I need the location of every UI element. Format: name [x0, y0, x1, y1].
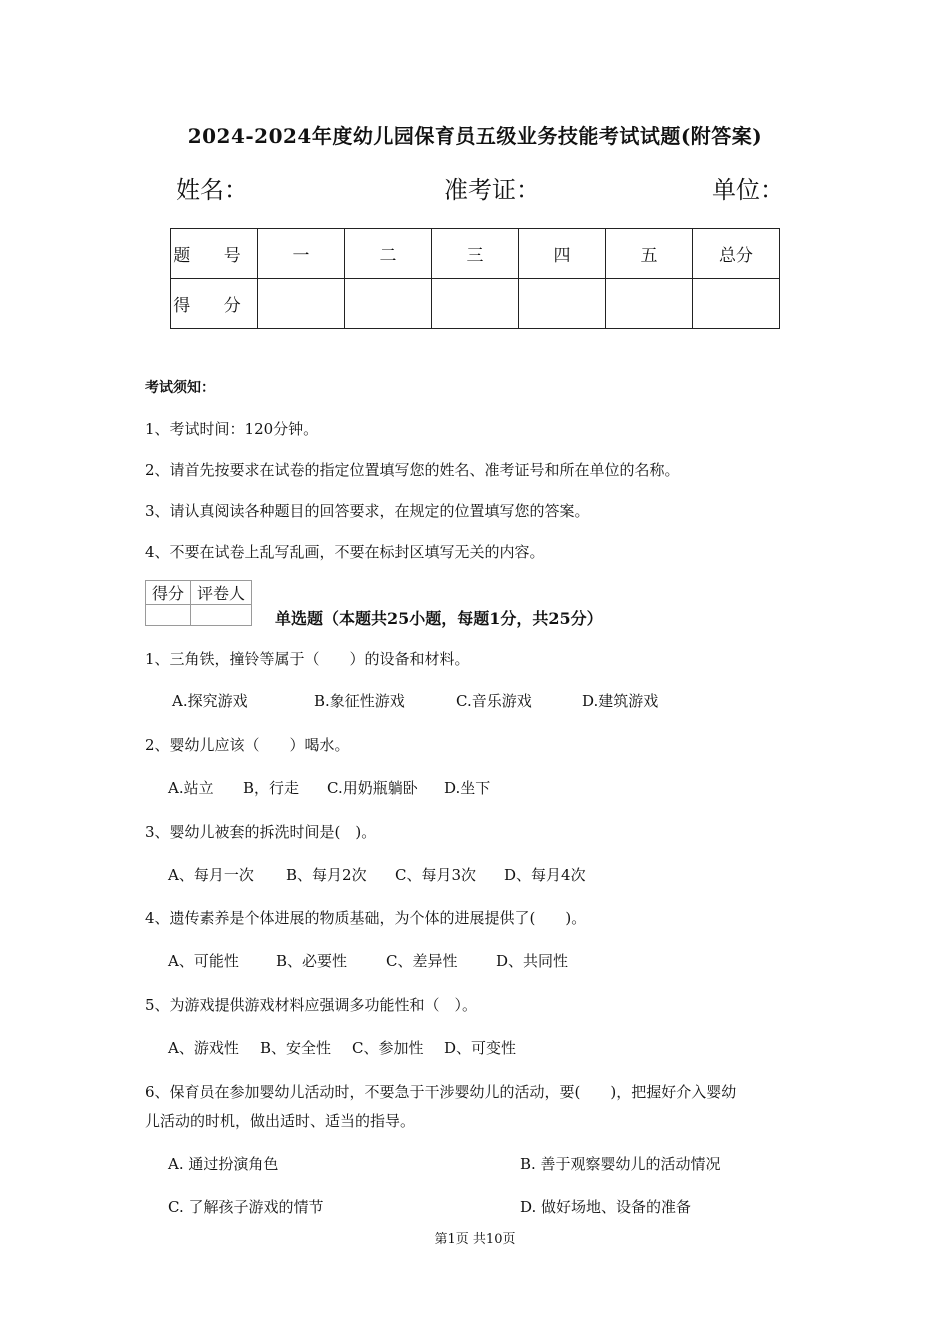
answer-option[interactable]: C、差异性 — [386, 952, 458, 970]
question-text-continued: 儿活动的时机，做出适时、适当的指导。 — [145, 1112, 416, 1130]
answer-option[interactable]: D. 做好场地、设备的准备 — [520, 1198, 692, 1216]
score-table-cell: 得 分 — [171, 279, 258, 329]
answer-option[interactable]: C.用奶瓶躺卧 — [327, 779, 418, 797]
answer-option[interactable]: C. 了解孩子游戏的情节 — [168, 1198, 324, 1216]
answer-option[interactable]: A、每月一次 — [168, 866, 254, 884]
answer-option[interactable]: A、可能性 — [168, 952, 239, 970]
score-table-cell: 三 — [432, 229, 519, 279]
score-table-cell: 五 — [606, 229, 693, 279]
score-table-cell: 总分 — [693, 229, 780, 279]
answer-option[interactable]: B，行走 — [243, 779, 300, 797]
answer-option[interactable]: D、共同性 — [496, 952, 569, 970]
section-title: 单选题（本题共25小题，每题1分，共25分） — [275, 609, 603, 628]
answer-option[interactable]: C、参加性 — [352, 1039, 424, 1057]
notice-item: 4、不要在试卷上乱写乱画，不要在标封区填写无关的内容。 — [145, 543, 545, 561]
grader-reviewer-cell[interactable] — [191, 605, 252, 626]
answer-option[interactable]: B、必要性 — [276, 952, 348, 970]
answer-option[interactable]: B.象征性游戏 — [314, 692, 405, 710]
answer-option[interactable]: D、每月4次 — [504, 866, 586, 884]
question-text: 4、遗传素养是个体进展的物质基础，为个体的进展提供了( )。 — [145, 909, 587, 927]
answer-option[interactable]: A. 通过扮演角色 — [168, 1155, 279, 1173]
answer-option[interactable]: D、可变性 — [444, 1039, 517, 1057]
notice-item: 2、请首先按要求在试卷的指定位置填写您的姓名、准考证号和所在单位的名称。 — [145, 461, 680, 479]
answer-option[interactable]: D.建筑游戏 — [582, 692, 659, 710]
score-table-header-row — [171, 229, 780, 279]
answer-option[interactable]: A.探究游戏 — [172, 692, 248, 710]
name-field-label: 姓名： — [176, 176, 248, 204]
score-entry-cell[interactable] — [432, 279, 519, 329]
grader-score-label: 得分 — [146, 581, 191, 605]
score-entry-cell[interactable] — [693, 279, 780, 329]
score-entry-cell[interactable] — [606, 279, 693, 329]
score-entry-cell[interactable] — [345, 279, 432, 329]
question-text: 3、婴幼儿被套的拆洗时间是( )。 — [145, 823, 377, 841]
score-table-cell: 一 — [258, 229, 345, 279]
score-table-cell: 四 — [519, 229, 606, 279]
score-table-cell: 二 — [345, 229, 432, 279]
notice-item: 3、请认真阅读各种题目的回答要求，在规定的位置填写您的答案。 — [145, 502, 590, 520]
answer-option[interactable]: A、游戏性 — [168, 1039, 239, 1057]
exam-title: 2024-2024年度幼儿园保育员五级业务技能考试试题(附答案) — [187, 124, 763, 148]
notice-item: 1、考试时间：120分钟。 — [145, 420, 319, 438]
score-table — [170, 228, 780, 329]
answer-option[interactable]: B、安全性 — [260, 1039, 332, 1057]
grader-box — [145, 580, 252, 626]
question-text: 2、婴幼儿应该（ ）喝水。 — [145, 736, 350, 754]
score-entry-cell[interactable] — [519, 279, 606, 329]
page-footer: 第1页 共10页 — [434, 1232, 516, 1247]
exam-id-field-label: 准考证： — [444, 176, 540, 204]
score-table-cell: 题 号 — [171, 229, 258, 279]
question-text: 5、为游戏提供游戏材料应强调多功能性和（ ）。 — [145, 996, 478, 1014]
answer-option[interactable]: B. 善于观察婴幼儿的活动情况 — [520, 1155, 721, 1173]
question-text: 1、三角铁，撞铃等属于（ ）的设备和材料。 — [145, 650, 470, 668]
answer-option[interactable]: C.音乐游戏 — [456, 692, 532, 710]
grader-score-cell[interactable] — [146, 605, 191, 626]
answer-option[interactable]: C、每月3次 — [395, 866, 477, 884]
answer-option[interactable]: D.坐下 — [444, 779, 491, 797]
score-table-score-row — [171, 279, 780, 329]
notice-heading: 考试须知： — [145, 380, 215, 396]
score-entry-cell[interactable] — [258, 279, 345, 329]
question-text: 6、保育员在参加婴幼儿活动时，不要急于干涉婴幼儿的活动，要( )，把握好介入婴幼 — [145, 1083, 737, 1101]
answer-option[interactable]: B、每月2次 — [286, 866, 367, 884]
unit-field-label: 单位： — [712, 176, 784, 204]
answer-option[interactable]: A.站立 — [168, 779, 214, 797]
grader-reviewer-label: 评卷人 — [191, 581, 252, 605]
